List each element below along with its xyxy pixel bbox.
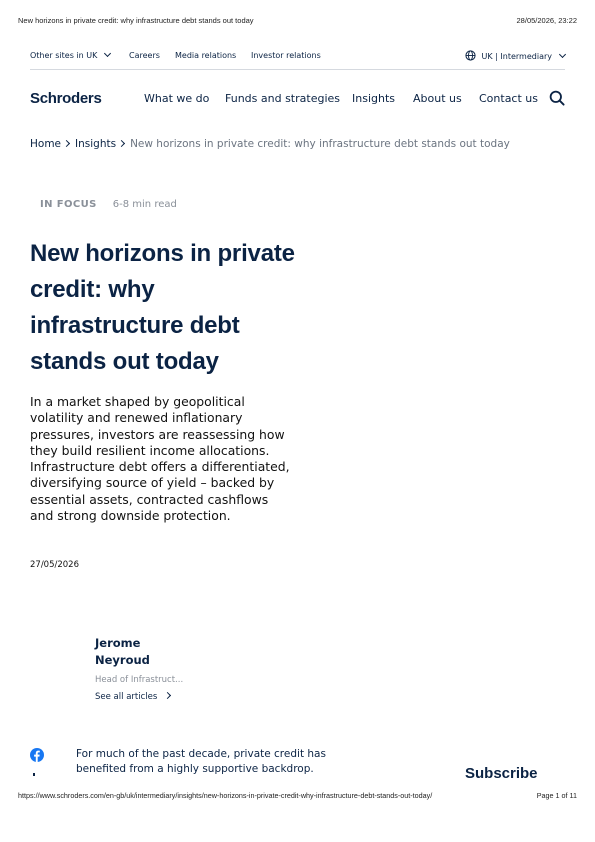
other-sites-dropdown[interactable] [30,51,110,60]
facebook-share-icon[interactable] [30,748,44,762]
breadcrumb-current: New horizons in private credit: why infrastructure debt stands out today [130,138,510,150]
region-label: UK | Intermediary [481,52,552,61]
print-footer [18,791,577,803]
nav-insights[interactable]: Insights [352,92,396,105]
media-relations-link[interactable]: Media relations [175,51,237,60]
author-name[interactable] [95,635,183,669]
schroders-logo[interactable]: Schroders [30,90,102,107]
nav-about-us[interactable]: About us [413,92,462,105]
author-role: Head of Infrastruct... [95,675,184,685]
breadcrumb [30,138,565,150]
main-nav [30,86,565,114]
subscribe-heading: Subscribe [465,765,538,780]
article-meta [40,199,177,210]
publish-date: 27/05/2026 [30,560,79,570]
chevron-down-icon [104,50,111,57]
print-header-datetime: 28/05/2026, 23:22 [516,16,577,25]
author-card [95,635,183,702]
print-header-title: New horizons in private credit: why infrastructure debt stands out today [18,16,254,25]
print-footer-url: https://www.schroders.com/en-gb/uk/intermediary/insights/new-horizons-in-private-credit-why-infrastructure-debt-stands-out-today/ [18,791,433,800]
chevron-right-icon [118,140,125,147]
region-selector[interactable] [465,51,565,62]
chevron-right-icon [164,692,171,699]
author-first-name: Jerome [95,636,141,650]
utility-bar [30,44,565,70]
print-footer-page: Page 1 of 11 [536,791,577,800]
print-header [18,16,577,28]
page-title: New horizons in private credit: why infrastructure debt stands out today [30,240,295,375]
breadcrumb-insights[interactable]: Insights [75,138,117,150]
author-last-name: Neyroud [95,653,150,667]
article-intro: In a market shaped by geopolitical volatility and renewed inflationary pressures, investors are reassessing how they build resilient income allocations. Infrastructure debt offers a differentiated, diversifying source of yield – backed by essential assets, contracted cashflows and strong downside protection. [30,394,290,524]
article-body-paragraph: For much of the past decade, private credit has benefited from a highly supportive backdrop. [76,748,326,775]
nav-funds-and-strategies[interactable]: Funds and strategies [225,92,340,105]
chevron-down-icon [559,51,566,58]
see-all-articles-label: See all articles [95,692,158,702]
share-icon-partial [33,773,35,776]
other-sites-label: Other sites in UK [30,51,98,60]
breadcrumb-home[interactable]: Home [30,138,62,150]
see-all-articles-link[interactable] [95,692,183,702]
chevron-right-icon [63,140,70,147]
globe-icon [465,50,476,61]
careers-link[interactable]: Careers [129,51,160,60]
nav-what-we-do[interactable]: What we do [144,92,210,105]
read-time: 6-8 min read [112,199,177,210]
investor-relations-link[interactable]: Investor relations [251,51,321,60]
article-tag: IN FOCUS [40,199,97,210]
search-icon[interactable] [549,90,565,106]
nav-contact-us[interactable]: Contact us [479,92,538,105]
